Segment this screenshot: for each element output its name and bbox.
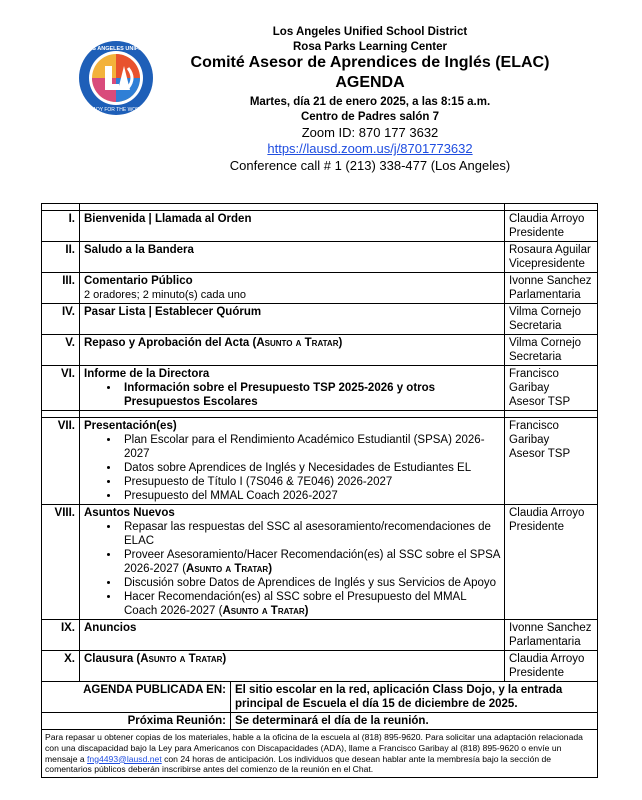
agenda-row [42, 242, 598, 273]
item-title: Bienvenida | Llamada al Orden [84, 213, 252, 225]
meeting-room: Centro de Padres salón 7 [300, 111, 440, 123]
presenter-name: Claudia Arroyo [509, 653, 585, 665]
agenda-row [42, 418, 598, 505]
item-number: V. [42, 335, 80, 366]
presenter-role: Secretaria [509, 320, 562, 332]
item-title: Anuncios [84, 622, 137, 634]
presenter-role: Secretaria [509, 351, 562, 363]
item-title: Comentario Público [84, 275, 193, 287]
action-tag: Asunto a Tratar [222, 605, 305, 617]
district-name: Los Angeles Unified School District [272, 26, 468, 38]
presenter-name: Ivonne Sanchez [509, 275, 592, 287]
presenter-role: Parlamentaria [509, 289, 581, 301]
agenda-row [42, 651, 598, 682]
agenda-row [42, 335, 598, 366]
footer-table [41, 681, 598, 778]
presenter-name: Francisco Garibay [509, 420, 559, 446]
presenter-role: Presidente [509, 227, 564, 239]
conference-call: Conference call # 1 (213) 338-477 (Los Angeles) [229, 158, 511, 173]
bullet-item: • Proveer Asesoramiento/Hacer Recomendación(es) al SSC sobre el SPSA 2026-2027 (Asunto a Tratar) [120, 548, 500, 576]
presenter-role: Asesor TSP [509, 448, 571, 460]
item-title: Asuntos Nuevos [84, 507, 175, 519]
item-number: VI. [42, 366, 80, 411]
item-number: VII. [42, 418, 80, 505]
presenter-name: Vilma Cornejo [509, 337, 582, 349]
agenda-table [41, 203, 598, 682]
bullet-item: • Hacer Recomendación(es) al SSC sobre el Presupuesto del MMAL Coach 2026-2027 (Asunto a Tratar) [120, 590, 500, 618]
agenda-row [42, 620, 598, 651]
contact-email-link[interactable]: fng4493@lausd.net [87, 753, 162, 764]
agenda-row [42, 273, 598, 304]
item-number: IX. [42, 620, 80, 651]
bullet-item: • Repasar las respuestas del SSC al asesoramiento/recomendaciones de ELAC [120, 520, 500, 548]
item-number: III. [42, 273, 80, 304]
item-title: Repaso y Aprobación del Acta ( [84, 337, 257, 349]
presenter-role: Presidente [509, 521, 564, 533]
presenter-role: Vicepresidente [509, 258, 585, 270]
disclaimer [42, 730, 598, 778]
action-tag: Asunto a Tratar [140, 653, 223, 665]
bullet-item: • Presupuesto del MMAL Coach 2026-2027 [120, 489, 500, 503]
presenter-role: Parlamentaria [509, 636, 581, 648]
published-value: El sitio escolar en la red, aplicación Class Dojo, y la entrada principal de Escuela el día 15 de diciembre de 2025. [231, 682, 598, 713]
zoom-link[interactable]: https://lausd.zoom.us/j/8701773632 [267, 141, 473, 156]
item-title: Presentación(es) [84, 420, 177, 432]
agenda-row [42, 366, 598, 411]
item-title: Clausura ( [84, 653, 141, 665]
bullet-item: • Información sobre el Presupuesto TSP 2025-2026 y otros Presupuestos Escolares [120, 381, 500, 409]
disclaimer-text: Para repasar u obtener copias de los materiales, hable a la oficina de la escuela al (818) 895-9620. Para solicitar una adaptación relacionada con una discapacidad bajo la Ley para Americanos con Discapacidades (ADA), llame a Francisco Garibay al (818) 895-9620 o envíe un mensaje a [45, 732, 583, 764]
agenda-title: AGENDA [335, 74, 405, 91]
table-spacer-row [42, 204, 598, 211]
zoom-id: Zoom ID: 870 177 3632 [301, 125, 439, 140]
school-name: Rosa Parks Learning Center [292, 41, 448, 53]
presenter-role: Presidente [509, 667, 564, 679]
item-subtitle: 2 oradores; 2 minuto(s) cada uno [84, 289, 247, 301]
bullet-item: • Datos sobre Aprendices de Inglés y Necesidades de Estudiantes EL [120, 461, 500, 475]
document-header [0, 0, 642, 200]
presenter-name: Claudia Arroyo [509, 213, 585, 225]
item-number: I. [42, 211, 80, 242]
disclaimer-row [42, 730, 598, 778]
presenter-name: Claudia Arroyo [509, 507, 585, 519]
meeting-date: Martes, día 21 de enero 2025, a las 8:15 a.m. [249, 96, 491, 108]
item-title: Informe de la Directora [84, 368, 210, 380]
item-bullets [84, 433, 500, 503]
agenda-row [42, 304, 598, 335]
action-tag: Asunto a Tratar [256, 337, 339, 349]
presenter-name: Vilma Cornejo [509, 306, 582, 318]
item-number: IV. [42, 304, 80, 335]
table-spacer-row [42, 411, 598, 418]
item-title: Saludo a la Bandera [84, 244, 194, 256]
presenter-role: Asesor TSP [509, 396, 571, 408]
next-meeting-value: Se determinará el día de la reunión. [231, 713, 598, 730]
disclaimer-text-end: con 24 horas de anticipación. Los individuos que desean hablar ante la membresía bajo la sección de comentarios públicos deberán inscribirse antes del comienzo de la reunión en el Chat. [45, 753, 552, 775]
item-number: X. [42, 651, 80, 682]
action-tag-close: ) [338, 337, 343, 349]
presenter-name: Rosaura Aguilar [509, 244, 591, 256]
logo-top-text: LOS ANGELES UNIFIED [84, 46, 148, 52]
item-bullets [84, 381, 500, 409]
presenter-name: Francisco Garibay [509, 368, 559, 394]
presenter-name: Ivonne Sanchez [509, 622, 592, 634]
action-tag-close: ) [222, 653, 227, 665]
bullet-item: • Discusión sobre Datos de Aprendices de Inglés y sus Servicios de Apoyo [120, 576, 500, 590]
published-label: AGENDA PUBLICADA EN: [42, 682, 231, 713]
item-number: II. [42, 242, 80, 273]
action-tag: Asunto a Tratar [186, 563, 269, 575]
bullet-item: • Presupuesto de Título I (7S046 & 7E046) 2026-2027 [120, 475, 500, 489]
agenda-row [42, 211, 598, 242]
bullet-item: • Plan Escolar para el Rendimiento Académico Estudiantil (SPSA) 2026-2027 [120, 433, 500, 461]
logo-bottom-text: READY FOR THE WORLD [85, 107, 147, 113]
agenda-row [42, 505, 598, 620]
next-meeting-label: Próxima Reunión: [42, 713, 231, 730]
item-bullets [84, 520, 500, 618]
item-number: VIII. [42, 505, 80, 620]
published-row [42, 682, 598, 713]
item-title: Pasar Lista | Establecer Quórum [84, 306, 262, 318]
committee-title: Comité Asesor de Aprendices de Inglés (ELAC) [190, 54, 550, 71]
next-meeting-row [42, 713, 598, 730]
